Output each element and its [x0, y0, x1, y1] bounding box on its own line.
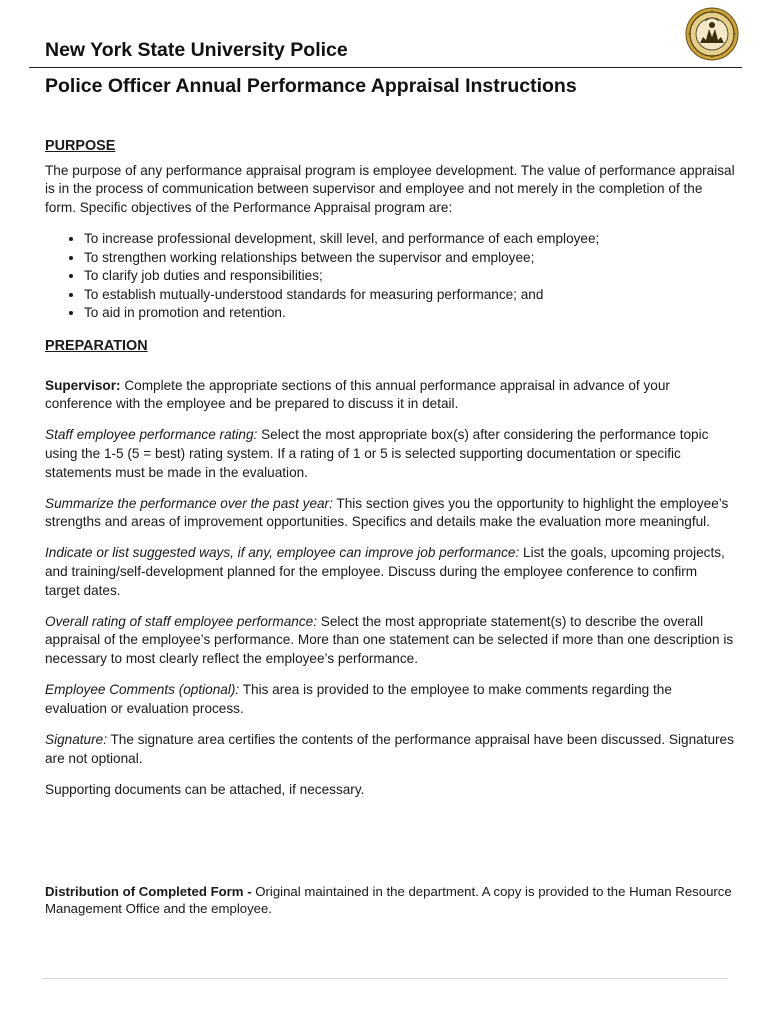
objective-item: • To increase professional development, skill level, and performance of each employee;: [84, 230, 735, 249]
document-body: [45, 137, 735, 930]
objective-item: • To clarify job duties and responsibilities;: [84, 267, 735, 286]
supporting-docs-note: Supporting documents can be attached, if necessary.: [45, 781, 365, 797]
distribution-lead: Distribution of Completed Form -: [45, 883, 252, 899]
objective-item: • To strengthen working relationships between the supervisor and employee;: [84, 249, 735, 268]
instruction-paragraph: [45, 426, 735, 482]
document-title: Police Officer Annual Performance Appraisal Instructions: [45, 75, 577, 97]
instruction-text: Select the most appropriate statement(s) to describe the overall appraisal of the employee’s performance. More than one statement can be selected if more than one description is necessary to most clearly reflect the employee’s performance.: [45, 613, 734, 667]
instruction-text: This area is provided to the employee to make comments regarding the evaluation or evaluation process.: [45, 682, 672, 716]
supervisor-text: Complete the appropriate sections of this annual performance appraisal in advance of your conference with the employee and be prepared to discuss it in detail.: [45, 377, 670, 412]
instruction-lead: Signature:: [45, 732, 107, 747]
objective-item: • To establish mutually-understood standards for measuring performance; and: [84, 286, 735, 305]
instruction-paragraph: [45, 731, 735, 768]
organization-title: New York State University Police: [45, 39, 348, 61]
distribution-text: Original maintained in the department. A copy is provided to the Human Resource Management Office and the employee.: [45, 883, 732, 916]
instruction-text: List the goals, upcoming projects, and training/self-development planned for the employee. Discuss during the employee conference to confirm target dates.: [45, 545, 725, 598]
blank-space: [45, 812, 735, 883]
instruction-text: The signature area certifies the contents of the performance appraisal have been discussed. Signatures are not optional.: [45, 732, 734, 766]
purpose-intro: The purpose of any performance appraisal program is employee development. The value of performance appraisal is in the process of communication between supervisor and employee and not merely in the completion of the form. Specific objectives of the Performance Appraisal program are:: [45, 162, 735, 215]
instruction-paragraph: [45, 613, 735, 669]
instruction-lead: Overall rating of staff employee performance:: [45, 613, 318, 629]
supervisor-paragraph: [45, 377, 735, 414]
purpose-heading: PURPOSE: [45, 138, 116, 154]
instruction-lead: Indicate or list suggested ways, if any, employee can improve job performance:: [45, 545, 520, 561]
header-divider: [29, 67, 742, 68]
instruction-text: Select the most appropriate box(s) after considering the performance topic using the 1-5 (5 = best) rating system. If a rating of 1 or 5 is selected supporting documentation or specific statements must be made in the evaluation.: [45, 427, 709, 480]
objectives-list: [45, 230, 735, 323]
instruction-paragraph: [45, 681, 735, 718]
instruction-lead: Summarize the performance over the past year:: [45, 495, 333, 511]
instruction-lead: Employee Comments (optional):: [45, 682, 240, 698]
supervisor-lead: Supervisor:: [45, 377, 121, 393]
objective-item: • To aid in promotion and retention.: [84, 304, 735, 323]
instruction-text: This section gives you the opportunity to highlight the employee’s strengths and areas of improvement opportunities. Specifics and details make the evaluation more meaningful.: [45, 495, 729, 530]
footer-divider: [42, 978, 728, 979]
instruction-paragraph: [45, 495, 735, 532]
preparation-heading: PREPARATION: [45, 337, 148, 354]
instruction-lead: Staff employee performance rating:: [45, 427, 258, 443]
suny-seal-logo: [685, 7, 739, 61]
instruction-paragraph: [45, 544, 735, 600]
distribution-paragraph: [45, 883, 735, 917]
